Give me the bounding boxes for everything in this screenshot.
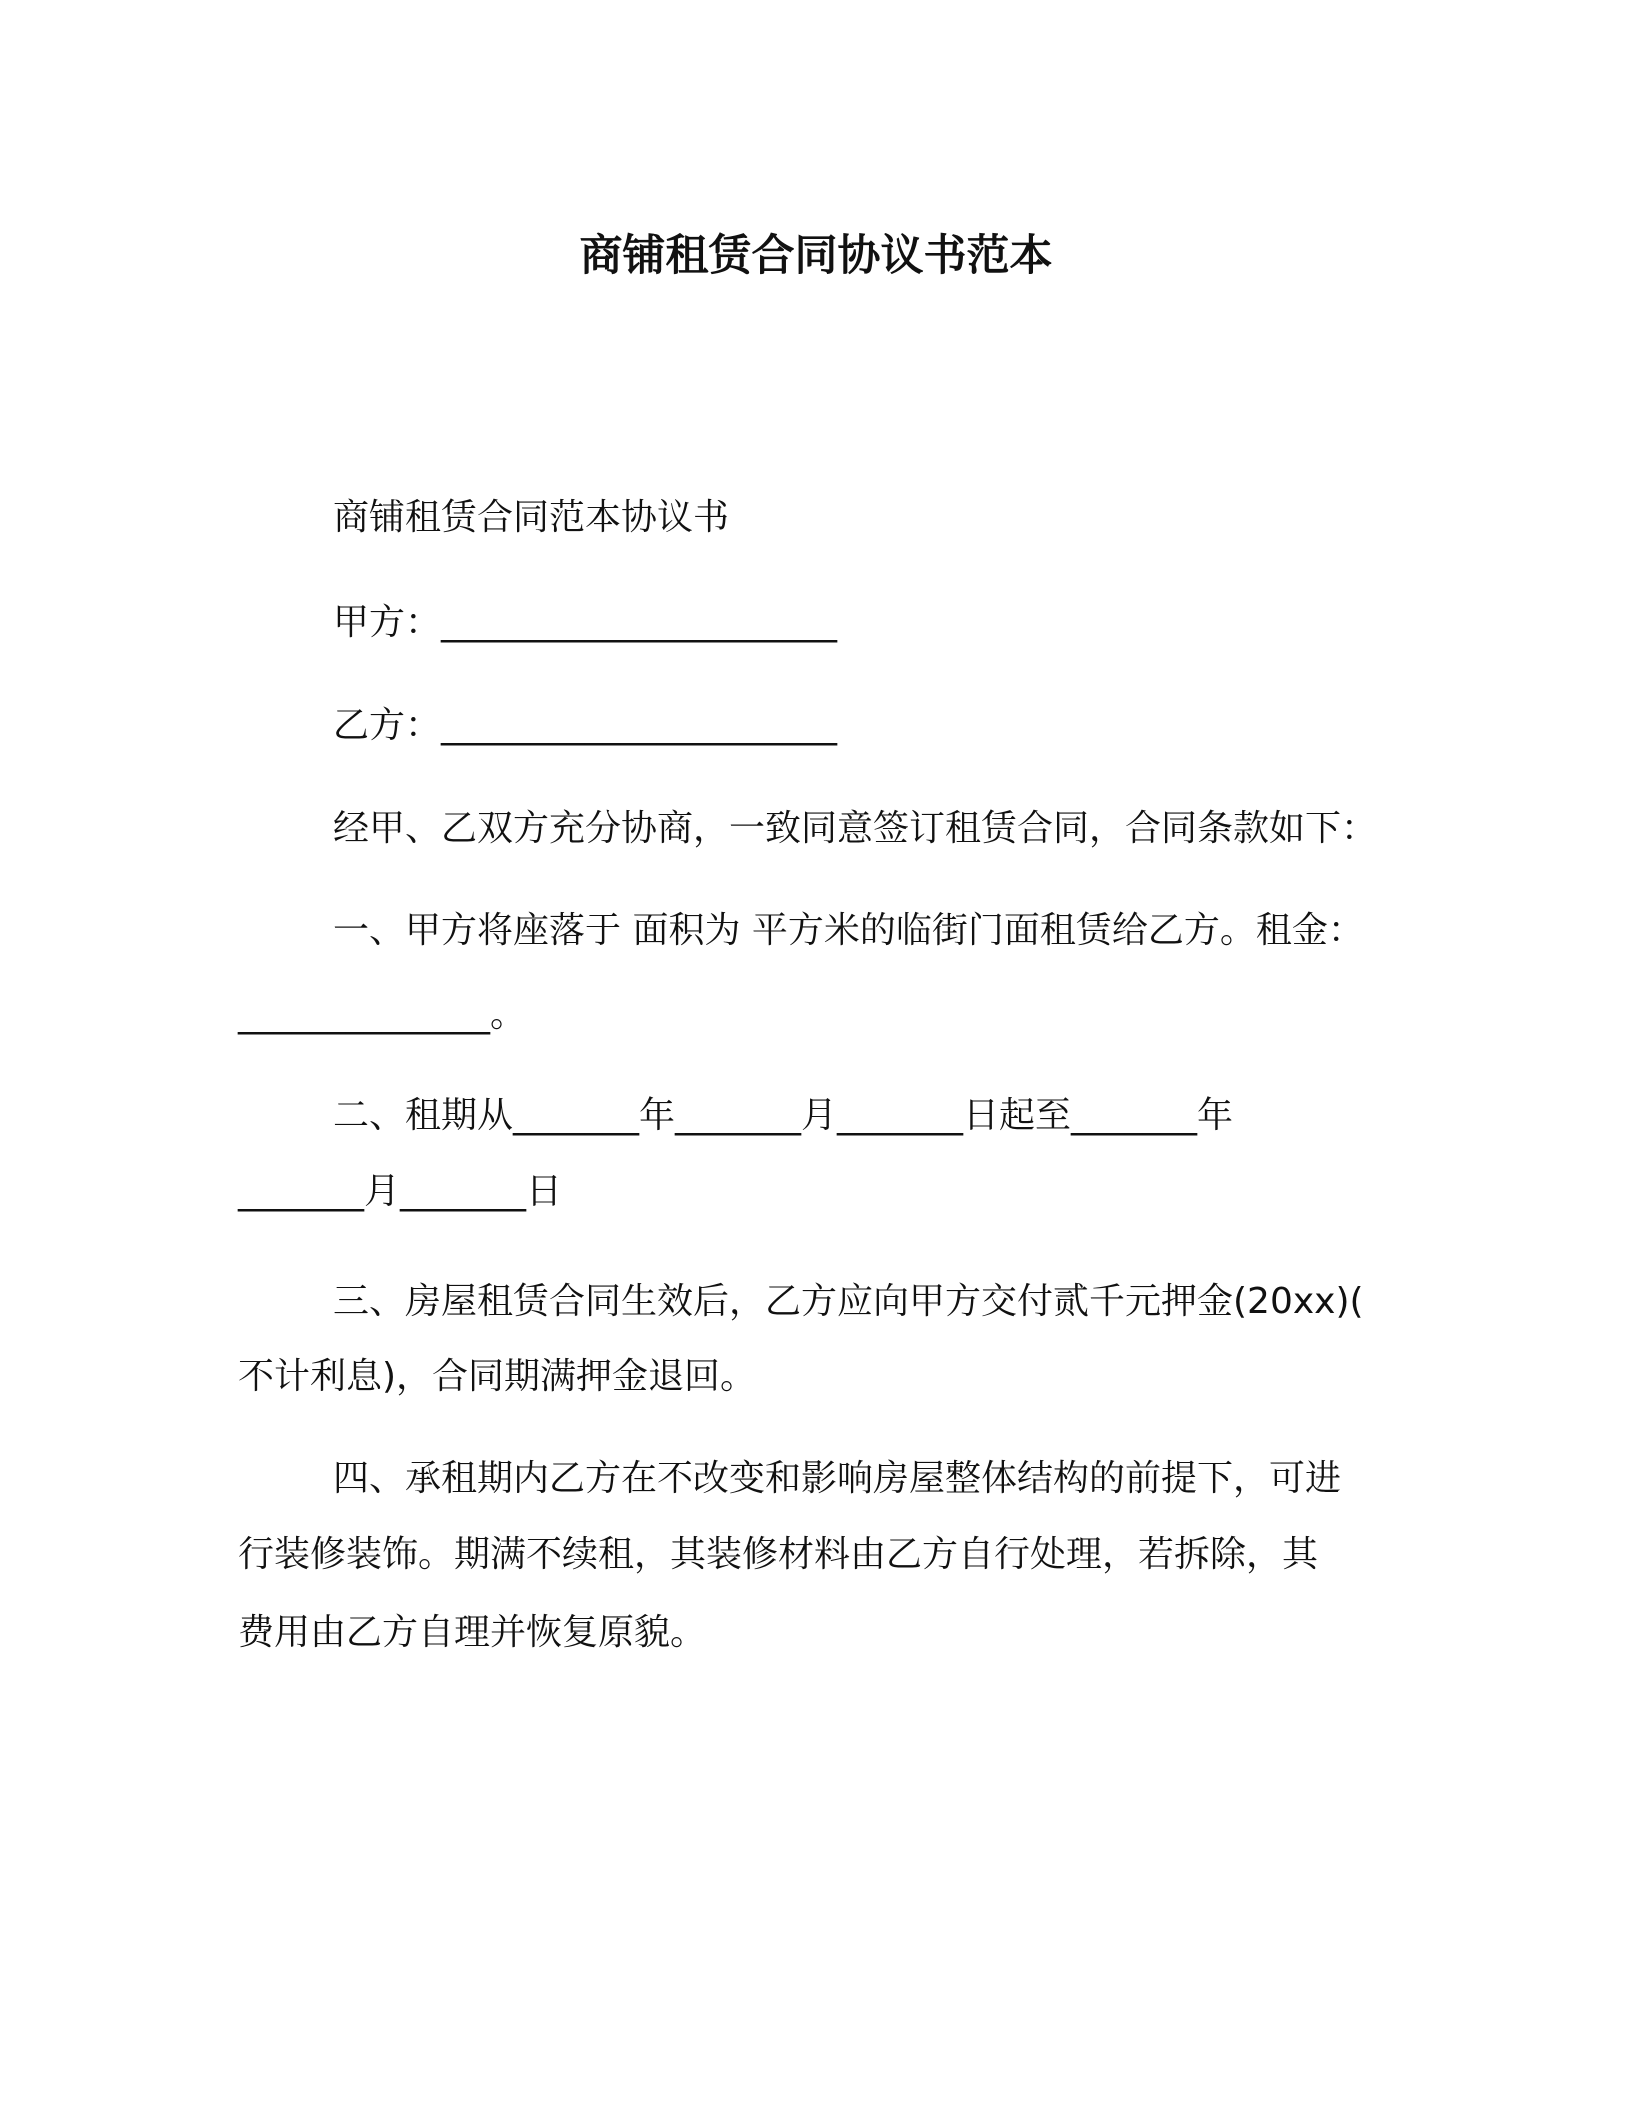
clause-4-line-3: 费用由乙方自理并恢复原貌。 xyxy=(238,1612,707,1653)
clause-1-line-2: ______________。 xyxy=(238,994,526,1035)
clause-4-line-1: 四、承租期内乙方在不改变和影响房屋整体结构的前提下，可进 xyxy=(333,1458,1342,1499)
party-a-line: 甲方：______________________ xyxy=(333,602,838,643)
document-title: 商铺租赁合同协议书范本 xyxy=(579,231,1053,281)
intro-paragraph: 经甲、乙双方充分协商，一致同意签订租赁合同，合同条款如下： xyxy=(333,808,1378,849)
clause-2-line-1: 二、租期从_______年_______月_______日起至_______年 xyxy=(333,1095,1234,1136)
clause-2-line-2: _______月_______日 xyxy=(238,1171,562,1212)
clause-3-line-2: 不计利息)，合同期满押金退回。 xyxy=(238,1356,757,1397)
clause-3-line-1: 三、房屋租赁合同生效后，乙方应向甲方交付贰千元押金(20xx)( xyxy=(333,1281,1364,1322)
clause-1-line-1: 一、甲方将座落于 面积为 平方米的临街门面租赁给乙方。租金： xyxy=(333,910,1364,951)
clause-4-line-2: 行装修装饰。期满不续租，其装修材料由乙方自行处理，若拆除，其 xyxy=(238,1534,1319,1575)
party-b-line: 乙方：______________________ xyxy=(333,705,838,746)
document-subtitle: 商铺租赁合同范本协议书 xyxy=(333,497,730,538)
